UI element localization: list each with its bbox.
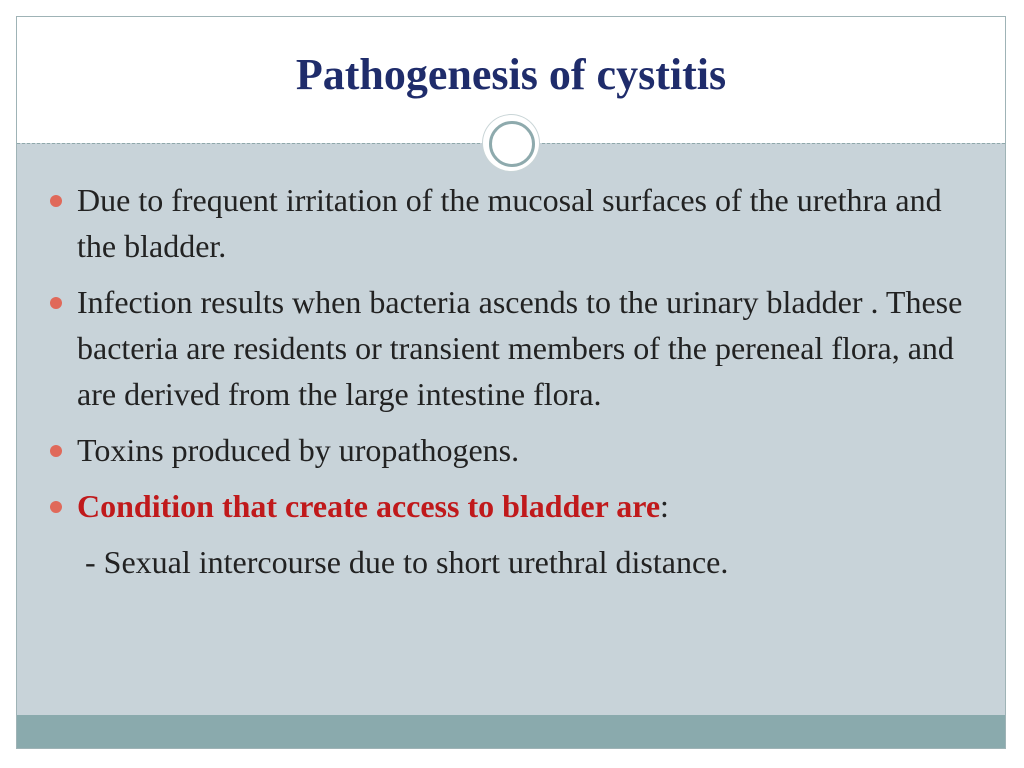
bullet-item xyxy=(47,279,977,417)
bullet-dot-icon xyxy=(50,297,62,309)
highlight-suffix: : xyxy=(660,488,669,524)
bullet-item xyxy=(47,427,977,473)
sub-point: - Sexual intercourse due to short urethral distance. xyxy=(85,544,729,580)
footer-band xyxy=(17,715,1005,748)
slide-title: Pathogenesis of cystitis xyxy=(295,50,727,99)
slide xyxy=(16,16,1006,749)
circle-ornament-icon xyxy=(483,115,539,171)
bullet-dot-icon xyxy=(50,445,62,457)
content-area xyxy=(47,177,977,585)
highlight-text: Condition that create access to bladder are xyxy=(77,488,661,524)
bullet-item-highlight xyxy=(47,483,977,529)
bullet-text: Infection results when bacteria ascends to the urinary bladder . These bacteria are residents or transient members of the pereneal flora, and are derived from the large intestine flora. xyxy=(77,284,963,412)
bullet-item xyxy=(47,177,977,269)
bullet-text: Toxins produced by uropathogens. xyxy=(77,432,520,468)
bullet-dot-icon xyxy=(50,501,62,513)
ring-icon xyxy=(489,121,535,167)
bullet-text: Due to frequent irritation of the mucosal surfaces of the urethra and the bladder. xyxy=(77,182,942,264)
bullet-dot-icon xyxy=(50,195,62,207)
